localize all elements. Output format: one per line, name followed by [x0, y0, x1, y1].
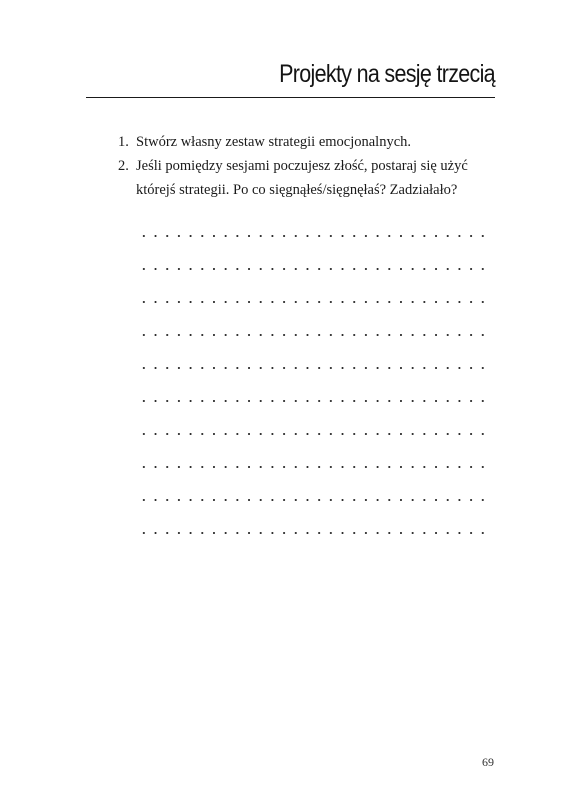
page-number: 69 [482, 755, 494, 769]
task-text: Jeśli pomiędzy sesjami poczujesz złość, postaraj się użyć którejś strategii. Po co sięgnąłeś/sięgnęłaś? Zadziałało? [136, 158, 468, 198]
answer-line [138, 435, 490, 468]
answer-line [138, 237, 490, 270]
answer-line [138, 204, 490, 237]
title-divider [86, 97, 495, 98]
answer-line [138, 303, 490, 336]
answer-line [138, 501, 490, 534]
task-number: 1. [118, 134, 129, 150]
page-title: Projekty na sesję trzecią [279, 60, 495, 88]
answer-lines [138, 204, 490, 534]
task-item [118, 130, 498, 154]
task-list [118, 130, 498, 202]
task-text: Stwórz własny zestaw strategii emocjonalnych. [136, 134, 412, 150]
answer-line [138, 336, 490, 369]
answer-line [138, 369, 490, 402]
task-item [118, 154, 498, 202]
task-number: 2. [118, 158, 129, 174]
answer-line [138, 402, 490, 435]
answer-line [138, 468, 490, 501]
answer-line [138, 270, 490, 303]
